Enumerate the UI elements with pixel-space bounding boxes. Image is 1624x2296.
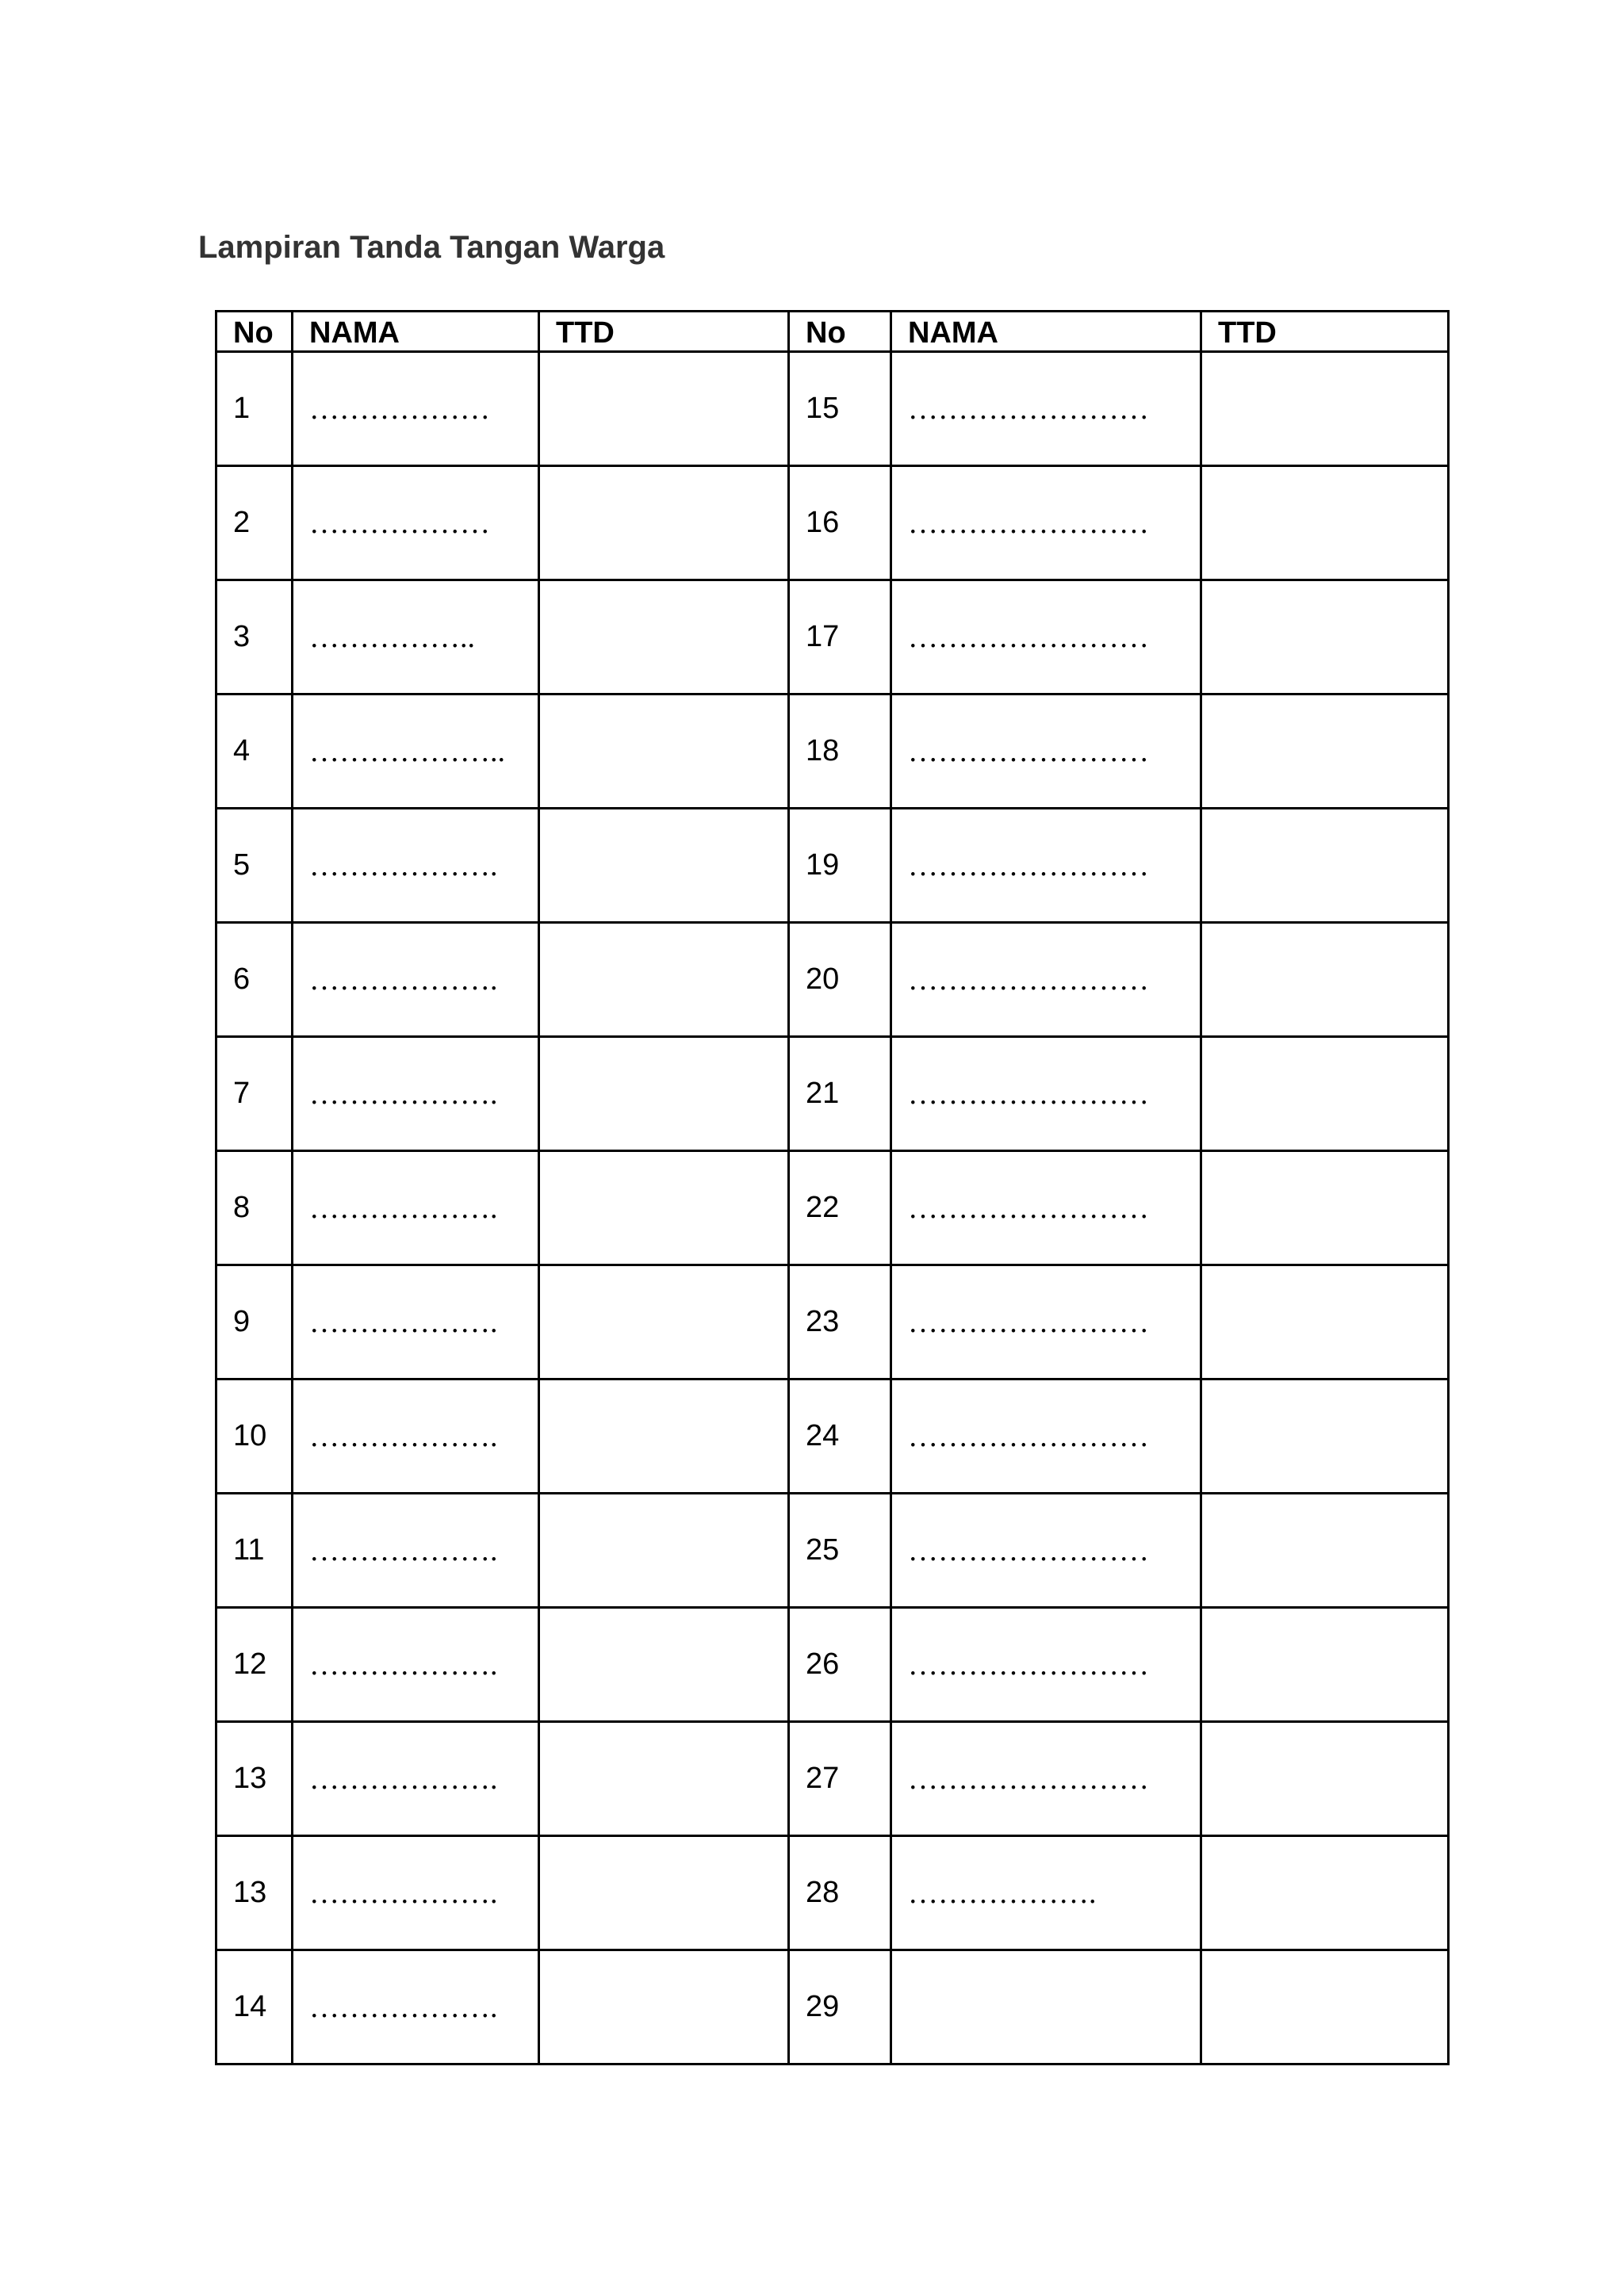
row-number-left-text: 6 xyxy=(233,962,251,996)
row-number-left xyxy=(216,1950,293,2064)
signature-cell-left xyxy=(539,466,789,580)
table-row xyxy=(216,466,1449,580)
name-field-left-text: …………….. xyxy=(309,620,475,654)
row-number-right-text: 23 xyxy=(806,1305,840,1338)
row-number-right-text: 16 xyxy=(806,506,840,539)
table-row xyxy=(216,809,1449,923)
signature-cell-right xyxy=(1201,1608,1449,1722)
name-field-right xyxy=(891,1836,1201,1950)
signature-cell-right xyxy=(1201,1494,1449,1608)
signature-cell-right xyxy=(1201,1265,1449,1380)
column-header-nama-right: NAMA xyxy=(891,312,1201,352)
row-number-left-text: 4 xyxy=(233,734,251,767)
name-field-left-text: ………………. xyxy=(309,1876,498,1910)
name-field-left xyxy=(293,1836,539,1950)
name-field-right xyxy=(891,809,1201,923)
name-field-left xyxy=(293,695,539,809)
row-number-left xyxy=(216,1265,293,1380)
row-number-right xyxy=(789,466,891,580)
name-field-left-text: ………………. xyxy=(309,1762,498,1796)
row-number-right-text: 27 xyxy=(806,1762,840,1795)
row-number-left-text: 7 xyxy=(233,1077,251,1110)
row-number-right xyxy=(789,580,891,695)
row-number-right xyxy=(789,352,891,466)
signature-cell-left xyxy=(539,1722,789,1836)
row-number-left xyxy=(216,1494,293,1608)
row-number-left-text: 5 xyxy=(233,848,251,882)
name-field-right-text: …………………… xyxy=(908,1191,1149,1225)
name-field-right xyxy=(891,1037,1201,1151)
name-field-right-text: …………………… xyxy=(908,1305,1149,1339)
row-number-left-text: 12 xyxy=(233,1647,267,1681)
row-number-right xyxy=(789,1722,891,1836)
name-field-right-text: …………………… xyxy=(908,1419,1149,1453)
row-number-right-text: 21 xyxy=(806,1077,840,1110)
signature-cell-left xyxy=(539,1950,789,2064)
row-number-left-text: 14 xyxy=(233,1990,267,2023)
row-number-right xyxy=(789,1608,891,1722)
page-title: Lampiran Tanda Tangan Warga xyxy=(198,230,665,265)
table-row xyxy=(216,1151,1449,1265)
signature-cell-left xyxy=(539,1836,789,1950)
name-field-right xyxy=(891,1380,1201,1494)
signature-cell-right xyxy=(1201,923,1449,1037)
row-number-right-text: 17 xyxy=(806,620,840,653)
name-field-right xyxy=(891,1494,1201,1608)
signature-cell-left xyxy=(539,809,789,923)
row-number-right xyxy=(789,1265,891,1380)
name-field-right-text: …………………… xyxy=(908,848,1149,882)
row-number-right xyxy=(789,923,891,1037)
signature-cell-left xyxy=(539,1037,789,1151)
name-field-right-text: …………………… xyxy=(908,734,1149,768)
row-number-left xyxy=(216,1608,293,1722)
name-field-right-text: …………………… xyxy=(908,962,1149,997)
signature-cell-right xyxy=(1201,466,1449,580)
row-number-right-text: 18 xyxy=(806,734,840,767)
name-field-left-text: ………………. xyxy=(309,962,498,997)
name-field-right xyxy=(891,695,1201,809)
table-body xyxy=(216,352,1449,2064)
row-number-right xyxy=(789,1151,891,1265)
row-number-left-text: 2 xyxy=(233,506,251,539)
row-number-right xyxy=(789,1836,891,1950)
name-field-left xyxy=(293,1722,539,1836)
table-row xyxy=(216,923,1449,1037)
row-number-right-text: 29 xyxy=(806,1990,840,2023)
signature-cell-right xyxy=(1201,580,1449,695)
row-number-right xyxy=(789,695,891,809)
name-field-left-text: ………………. xyxy=(309,1077,498,1111)
signature-table xyxy=(215,310,1450,2065)
signature-cell-right xyxy=(1201,1151,1449,1265)
name-field-left xyxy=(293,1151,539,1265)
name-field-left-text: ………………. xyxy=(309,1419,498,1453)
name-field-right xyxy=(891,1608,1201,1722)
row-number-right-text: 22 xyxy=(806,1191,840,1224)
row-number-left-text: 11 xyxy=(233,1533,265,1567)
table-row xyxy=(216,1037,1449,1151)
row-number-left xyxy=(216,809,293,923)
row-number-right-text: 24 xyxy=(806,1419,840,1452)
name-field-right xyxy=(891,1151,1201,1265)
name-field-left-text: ………………. xyxy=(309,1191,498,1225)
table-row xyxy=(216,580,1449,695)
table-row xyxy=(216,1380,1449,1494)
table-row xyxy=(216,1722,1449,1836)
signature-cell-left xyxy=(539,1265,789,1380)
table-row xyxy=(216,1608,1449,1722)
signature-cell-right xyxy=(1201,1380,1449,1494)
signature-cell-right xyxy=(1201,695,1449,809)
column-header-ttd-left: TTD xyxy=(539,312,789,352)
signature-cell-right xyxy=(1201,1722,1449,1836)
name-field-left-text: ………………. xyxy=(309,1305,498,1339)
signature-cell-right xyxy=(1201,1037,1449,1151)
signature-cell-left xyxy=(539,1151,789,1265)
name-field-left-text: ………………. xyxy=(309,848,498,882)
signature-cell-left xyxy=(539,1494,789,1608)
column-header-no-left: No xyxy=(216,312,293,352)
row-number-left-text: 8 xyxy=(233,1191,251,1224)
column-header-no-right: No xyxy=(789,312,891,352)
name-field-left-text: ………………. xyxy=(309,1990,498,2024)
name-field-left-text: ……………… xyxy=(309,392,490,426)
row-number-right xyxy=(789,1950,891,2064)
row-number-left-text: 9 xyxy=(233,1305,251,1338)
row-number-right-text: 15 xyxy=(806,392,840,425)
signature-cell-left xyxy=(539,695,789,809)
row-number-right-text: 20 xyxy=(806,962,840,996)
row-number-left xyxy=(216,923,293,1037)
name-field-left xyxy=(293,1265,539,1380)
row-number-left-text: 3 xyxy=(233,620,251,653)
name-field-right-text: …………………… xyxy=(908,1647,1149,1682)
name-field-left xyxy=(293,1494,539,1608)
name-field-left-text: ………………. xyxy=(309,1647,498,1682)
table-row xyxy=(216,1494,1449,1608)
name-field-right-text: …………………… xyxy=(908,620,1149,654)
signature-cell-left xyxy=(539,1608,789,1722)
name-field-left xyxy=(293,1037,539,1151)
signature-cell-left xyxy=(539,1380,789,1494)
column-header-nama-left: NAMA xyxy=(293,312,539,352)
name-field-left xyxy=(293,580,539,695)
table-row xyxy=(216,352,1449,466)
row-number-right xyxy=(789,1494,891,1608)
row-number-right-text: 25 xyxy=(806,1533,840,1567)
row-number-left-text: 10 xyxy=(233,1419,267,1452)
row-number-left-text: 13 xyxy=(233,1876,267,1909)
row-number-right-text: 26 xyxy=(806,1647,840,1681)
row-number-left xyxy=(216,1722,293,1836)
column-header-ttd-right: TTD xyxy=(1201,312,1449,352)
name-field-right xyxy=(891,466,1201,580)
name-field-left xyxy=(293,352,539,466)
signature-cell-right xyxy=(1201,1950,1449,2064)
name-field-right-text: …………………… xyxy=(908,506,1149,540)
row-number-right-text: 19 xyxy=(806,848,840,882)
name-field-left xyxy=(293,809,539,923)
table-row xyxy=(216,1950,1449,2064)
row-number-left xyxy=(216,1037,293,1151)
row-number-right xyxy=(789,1380,891,1494)
row-number-left xyxy=(216,1151,293,1265)
name-field-left-text: ……………….. xyxy=(309,734,505,768)
name-field-right-text: …………………… xyxy=(908,1077,1149,1111)
name-field-left-text: ……………… xyxy=(309,506,490,540)
row-number-left-text: 13 xyxy=(233,1762,267,1795)
name-field-right xyxy=(891,1950,1201,2064)
name-field-right-text: ………………. xyxy=(908,1876,1097,1910)
table-header-row xyxy=(216,312,1449,352)
signature-cell-right xyxy=(1201,809,1449,923)
name-field-right xyxy=(891,1265,1201,1380)
name-field-right-text: …………………… xyxy=(908,1762,1149,1796)
table-row xyxy=(216,1836,1449,1950)
row-number-right-text: 28 xyxy=(806,1876,840,1909)
signature-cell-right xyxy=(1201,352,1449,466)
table-row xyxy=(216,1265,1449,1380)
row-number-left-text: 1 xyxy=(233,392,251,425)
signature-cell-left xyxy=(539,580,789,695)
name-field-left xyxy=(293,1950,539,2064)
name-field-right-text: …………………… xyxy=(908,1533,1149,1567)
row-number-left xyxy=(216,695,293,809)
name-field-right-text: …………………… xyxy=(908,392,1149,426)
name-field-right xyxy=(891,580,1201,695)
row-number-left xyxy=(216,1836,293,1950)
row-number-left xyxy=(216,580,293,695)
row-number-left xyxy=(216,1380,293,1494)
signature-cell-left xyxy=(539,923,789,1037)
signature-cell-right xyxy=(1201,1836,1449,1950)
name-field-left xyxy=(293,466,539,580)
table-row xyxy=(216,695,1449,809)
name-field-right xyxy=(891,352,1201,466)
name-field-left xyxy=(293,923,539,1037)
name-field-right xyxy=(891,923,1201,1037)
name-field-right xyxy=(891,1722,1201,1836)
name-field-left xyxy=(293,1380,539,1494)
row-number-right xyxy=(789,1037,891,1151)
row-number-right xyxy=(789,809,891,923)
row-number-left xyxy=(216,466,293,580)
name-field-left-text: ………………. xyxy=(309,1533,498,1567)
signature-cell-left xyxy=(539,352,789,466)
row-number-left xyxy=(216,352,293,466)
name-field-left xyxy=(293,1608,539,1722)
